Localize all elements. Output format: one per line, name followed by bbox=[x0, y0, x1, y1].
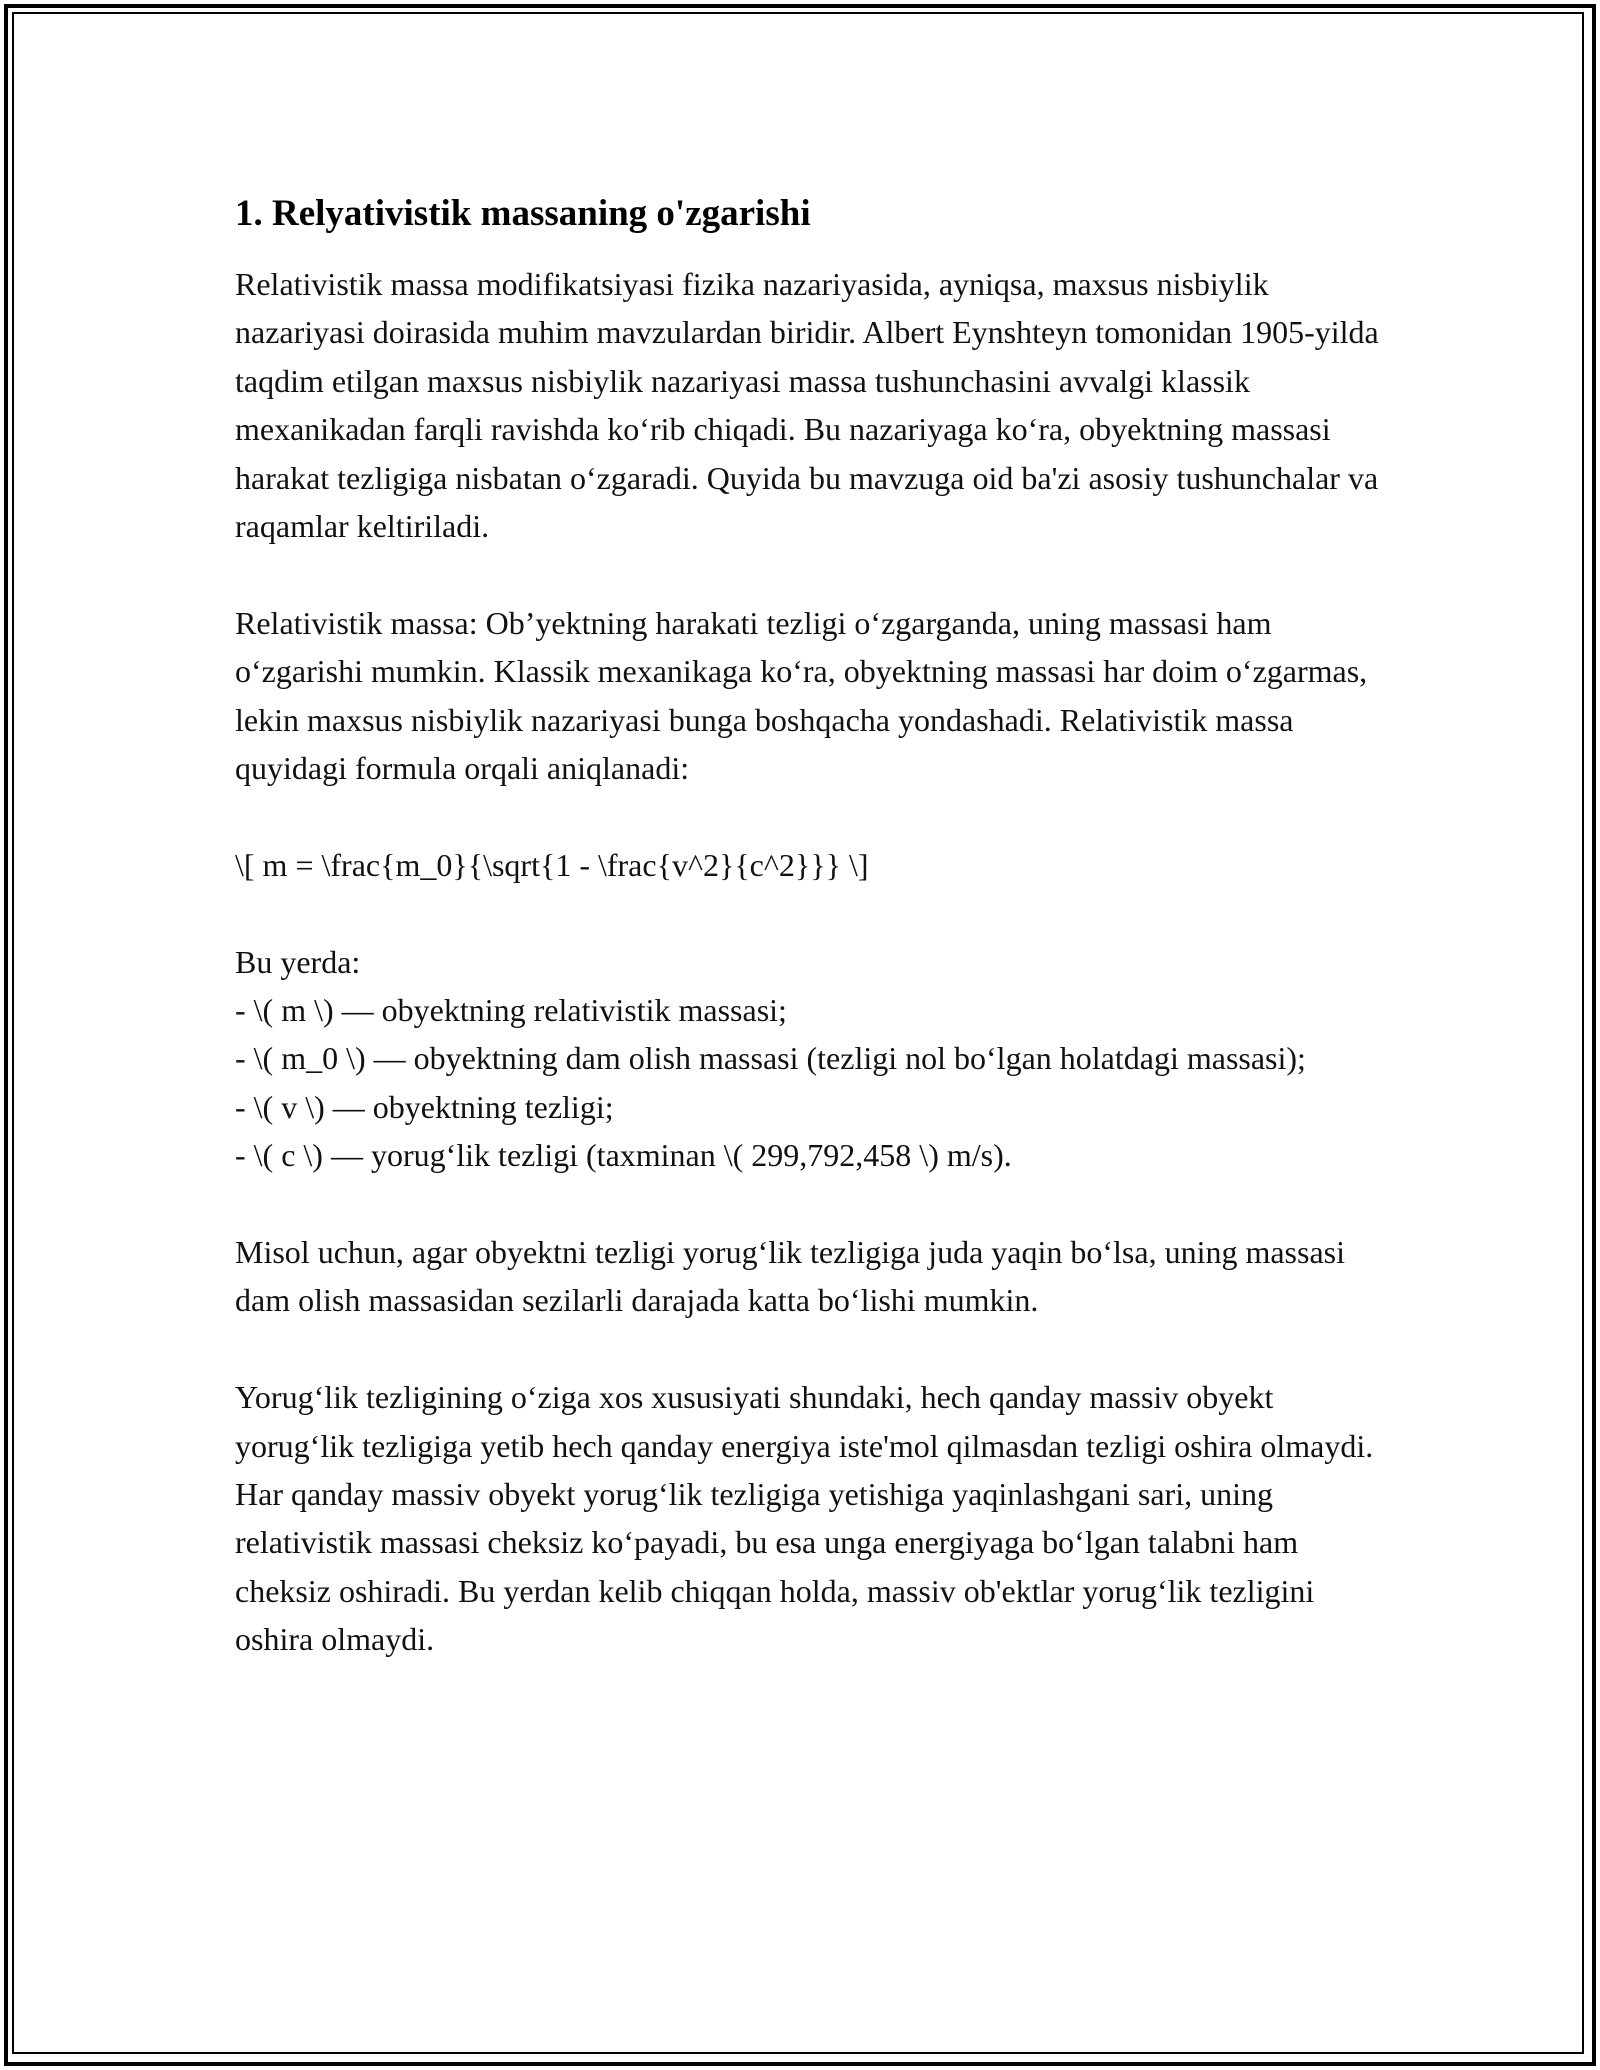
formula-line: \[ m = \frac{m_0}{\sqrt{1 - \frac{v^2}{c^2}}} \] bbox=[235, 846, 869, 883]
definition-item-v: - \( v \) — obyektning tezligi; bbox=[235, 1088, 614, 1125]
intro-paragraph: Relativistik massa modifikatsiyasi fizika nazariyasida, ayniqsa, maxsus nisbiylik nazariyasi doirasida muhim mavzulardan biridir. Albert Eynshteyn tomonidan 1905-yilda taqdim etilgan maxsus nisbiylik nazariyasi massa tushunchasini avvalgi klassik mexanikadan farqli ravishda ko‘rib chiqadi. Bu nazariyaga ko‘ra, obyektning massasi harakat tezligiga nisbatan o‘zgaradi. Quyida bu mavzuga oid ba'zi asosiy tushunchalar va raqamlar keltiriladi. bbox=[235, 266, 1379, 545]
section-heading: 1. Relyativistik massaning o'zgarishi bbox=[235, 193, 811, 234]
relativistic-mass-paragraph: Relativistik massa: Ob’yektning harakati tezligi o‘zgarganda, uning massasi ham o‘zgarishi mumkin. Klassik mexanikaga ko‘ra, obyektning massasi har doim o‘zgarmas, lekin maxsus nisbiylik nazariyasi bunga boshqacha yondashadi. Relativistik massa quyidagi formula orqali aniqlanadi: bbox=[235, 604, 1368, 787]
conclusion-paragraph: Yorug‘lik tezligining o‘ziga xos xususiyati shundaki, hech qanday massiv obyekt yorug‘lik tezligiga yetib hech qanday energiya iste'mol qilmasdan tezligi oshira olmaydi. Har qanday massiv obyekt yorug‘lik tezligiga yetishiga yaqinlashgani sari, uning relativistik massasi cheksiz ko‘payadi, bu esa unga energiyaga bo‘lgan talabni ham cheksiz oshiradi. Bu yerdan kelib chiqqan holda, massiv ob'ektlar yorug‘lik tezligini oshira olmaydi. bbox=[235, 1379, 1374, 1658]
definitions-intro: Bu yerda: bbox=[235, 943, 361, 980]
example-paragraph: Misol uchun, agar obyektni tezligi yorug‘lik tezligiga juda yaqin bo‘lsa, uning massasi dam olish massasidan sezilarli darajada katta bo‘lishi mumkin. bbox=[235, 1234, 1345, 1319]
definition-item-m0: - \( m_0 \) — obyektning dam olish massasi (tezligi nol bo‘lgan holatdagi massasi); bbox=[235, 1040, 1306, 1077]
document-body bbox=[235, 186, 1385, 1712]
definition-item-c: - \( c \) — yorug‘lik tezligi (taxminan \( 299,792,458 \) m/s). bbox=[235, 1137, 1012, 1174]
definitions-list bbox=[235, 938, 1385, 1180]
definition-item-m: - \( m \) — obyektning relativistik massasi; bbox=[235, 992, 787, 1029]
